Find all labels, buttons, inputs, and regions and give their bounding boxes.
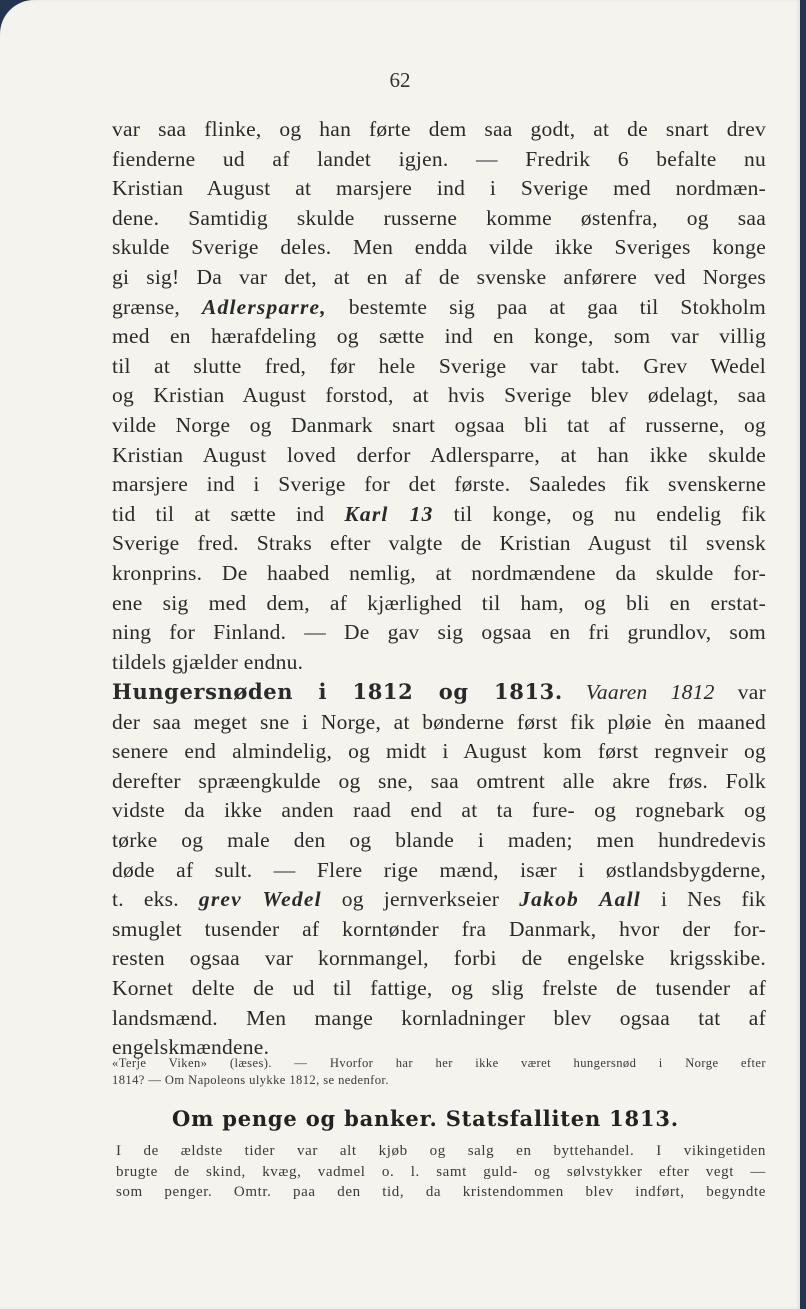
text-line: gi sig! Da var det, at en af de svenske anførere ved Norges <box>112 264 766 289</box>
text-line: Kristian August at marsjere ind i Sverige med nordmæn- <box>112 176 766 201</box>
text-line: vilde Norge og Danmark snart ogsaa bli tat af russerne, og <box>112 412 766 437</box>
text-line: Kristian August loved derfor Adlersparre, at han ikke skulde <box>112 442 766 467</box>
text-line: smuglet tusender af korntønder fra Danmark, hvor der for- <box>112 916 766 941</box>
text-line: kronprins. De haabed nemlig, at nordmændene da skulde for- <box>112 560 766 585</box>
emphasized-name: Jakob Aall <box>519 887 641 912</box>
paragraph-famine <box>112 677 766 1063</box>
text-line: engelskmændene. <box>112 1035 270 1060</box>
page-number: 62 <box>389 68 411 92</box>
text-line: Hungersnøden i 1812 og 1813. Vaaren 1812 var <box>112 679 766 704</box>
paragraph-money-history <box>116 1141 766 1203</box>
text-line: senere end almindelig, og midt i August kom først regnveir og <box>112 739 766 764</box>
text-line: tørke og male den og blande i maden; men hundredevis <box>112 827 766 852</box>
emphasized-name: grev Wedel <box>198 887 322 912</box>
footnote-questions <box>112 1055 766 1089</box>
text-line: dene. Samtidig skulde russerne komme østenfra, og saa <box>112 205 766 230</box>
text-line: der saa meget sne i Norge, at bønderne først fik pløie èn maaned <box>112 709 766 734</box>
text-line: vidste da ikke anden raad end at ta fure- og rognebark og <box>112 798 766 823</box>
text-line: med en hærafdeling og sætte ind en konge, som var villig <box>112 324 766 349</box>
text-line: ene sig med dem, af kjærlighed til ham, og bli en erstat- <box>112 590 766 615</box>
text-line: grænse, Adlersparre, bestemte sig paa at gaa til Stokholm <box>112 294 766 319</box>
text-line: ning for Finland. — De gav sig ogsaa en fri grundlov, som <box>112 620 766 645</box>
text-line: Sverige fred. Straks efter valgte de Kristian August til svensk <box>112 531 766 556</box>
small-text-line: I de ældste tider var alt kjøb og salg en byttehandel. I vikingetiden <box>116 1143 766 1159</box>
emphasized-name: Karl 13 <box>344 501 434 526</box>
text-line: tid til at sætte ind Karl 13 til konge, og nu endelig fik <box>112 501 766 526</box>
footnote-line: «Terje Viken» (læses). — Hvorfor har her ikke været hungersnød i Norge efter <box>112 1056 766 1070</box>
text-line: var saa flinke, og han førte dem saa godt, at de snart drev <box>112 117 766 141</box>
text-line: døde af sult. — Flere rige mænd, især i østlandsbygderne, <box>112 857 766 882</box>
section-heading-money-banks: Om penge og banker. Statsfalliten 1813. <box>172 1106 679 1131</box>
text-line: tildels gjælder endnu. <box>112 649 304 674</box>
text-line: og Kristian August forstod, at hvis Sverige blev ødelagt, saa <box>112 383 766 408</box>
text-line: resten ogsaa var kornmangel, forbi de engelske krigsskibe. <box>112 946 766 971</box>
inline-heading-famine: Hungersnøden i 1812 og 1813. <box>112 679 563 704</box>
text-line: til at slutte fred, før hele Sverige var tabt. Grev Wedel <box>112 353 766 378</box>
small-text-line: brugte de skind, kvæg, vadmel o. l. samt guld- og sølvstykker efter vegt — <box>116 1163 766 1180</box>
italic-date: Vaaren 1812 <box>585 680 715 704</box>
emphasized-name: Adlersparre, <box>201 294 327 319</box>
text-line: skulde Sverige deles. Men endda vilde ikke Sveriges konge <box>112 235 766 260</box>
footnote-line: 1814? — Om Napoleons ulykke 1812, se nedenfor. <box>112 1073 389 1087</box>
text-line: marsjere ind i Sverige for det første. Saaledes fik svenskerne <box>112 472 766 497</box>
text-line: derefter spræengkulde og sne, saa omtrent alle akre frøs. Folk <box>112 768 766 793</box>
text-line: fienderne ud af landet igjen. — Fredrik 6 befalte nu <box>112 146 766 171</box>
text-line: t. eks. grev Wedel og jernverkseier Jakob Aall i Nes fik <box>112 887 766 912</box>
text-line: Kornet delte de ud til fattige, og slig frelste de tusender af <box>112 975 766 1000</box>
text-line: landsmænd. Men mange kornladninger blev ogsaa tat af <box>112 1005 766 1030</box>
small-text-line: som penger. Omtr. paa den tid, da kristendommen blev indført, begyndte <box>116 1184 766 1200</box>
paragraph-napoleonic-war <box>112 115 766 677</box>
